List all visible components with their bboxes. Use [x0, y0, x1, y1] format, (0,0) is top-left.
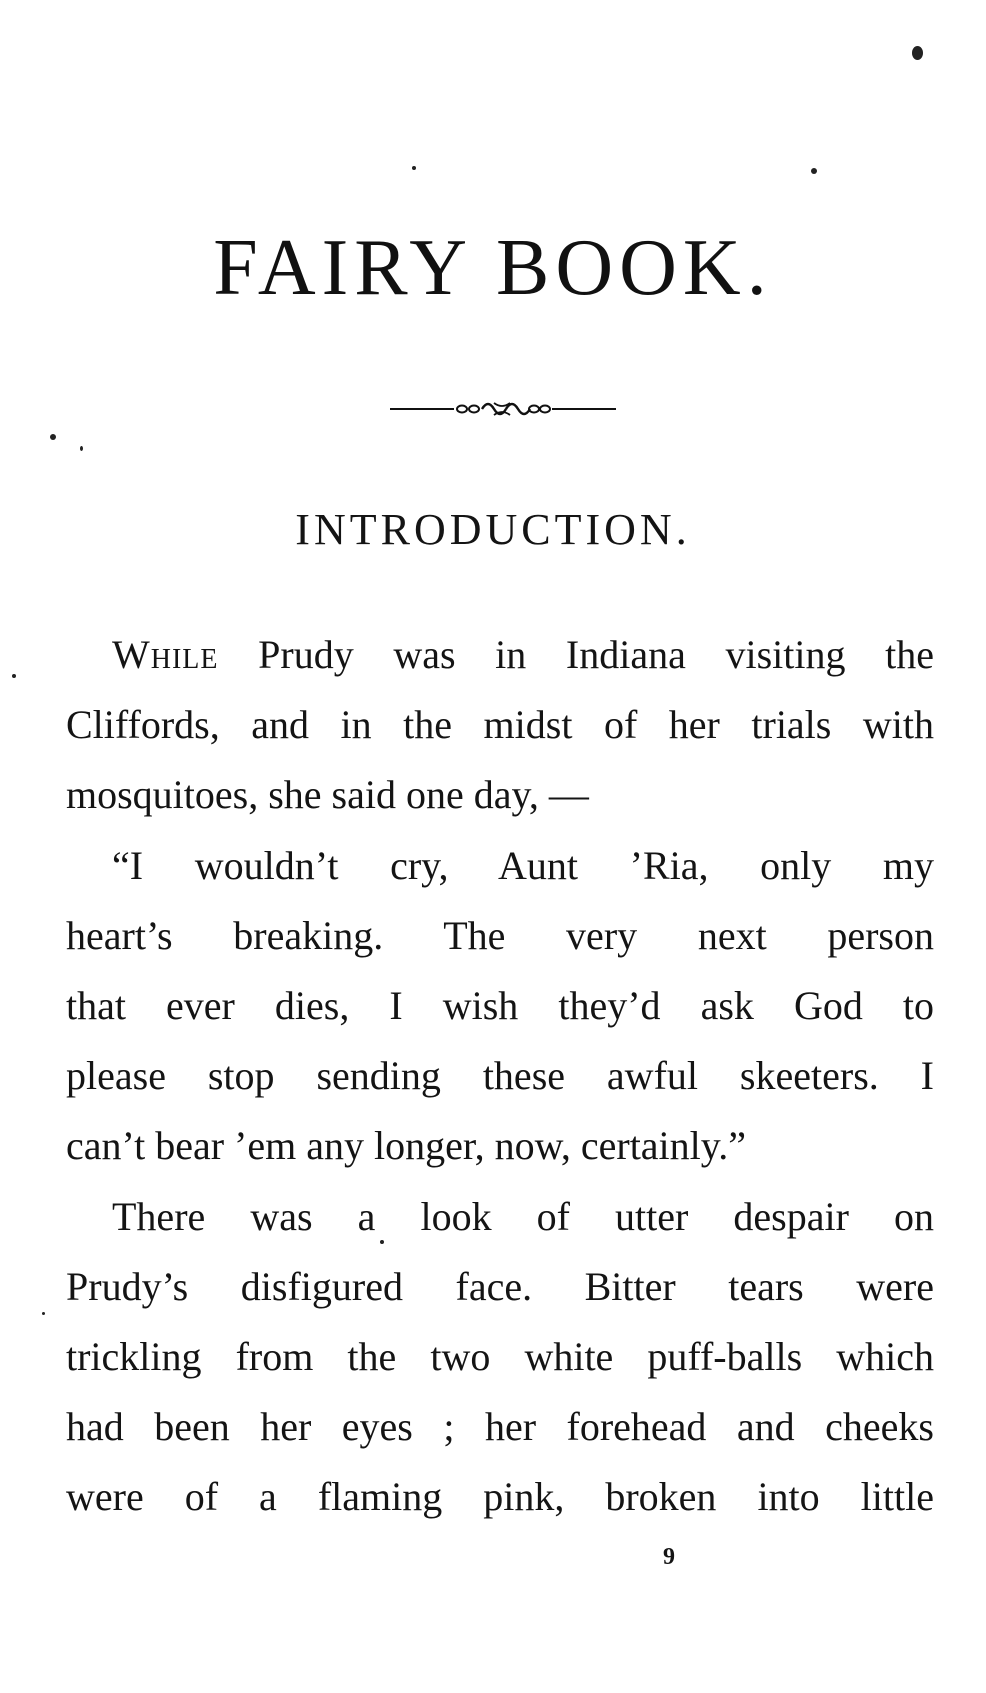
body-text: [66, 620, 934, 1533]
text-line: heart’s breaking. The very next person: [66, 912, 934, 958]
ink-speck: [80, 446, 83, 451]
text-line: please stop sending these awful skeeters. I: [66, 1053, 934, 1099]
text-line: had been her eyes ; her forehead and cheeks: [66, 1404, 934, 1450]
text-line: Cliffords, and in the midst of her trials with: [66, 702, 934, 748]
text-line: trickling from the two white puff-balls which: [66, 1334, 934, 1380]
ink-speck: [50, 434, 56, 440]
section-heading: INTRODUCTION.: [295, 505, 691, 554]
ink-speck: [811, 168, 817, 174]
text-line: Prudy’s disfigured face. Bitter tears were: [66, 1263, 934, 1309]
text-line: mosquitoes, she said one day, —: [66, 772, 589, 818]
text-line: “I wouldn’t cry, Aunt ’Ria, only my: [112, 842, 934, 888]
ink-speck: [380, 1240, 384, 1244]
lead-word: While: [112, 632, 219, 677]
page-title: FAIRY BOOK.: [213, 224, 773, 312]
ornament-divider: [390, 398, 616, 420]
ink-speck: [12, 674, 16, 678]
text-line: [66, 620, 934, 690]
page-number: 9: [663, 1544, 675, 1570]
text-line: that ever dies, I wish they’d ask God to: [66, 983, 934, 1029]
text-line-rest: Prudy was in Indiana visiting the: [218, 632, 934, 677]
ink-speck: [412, 166, 416, 170]
ink-speck: [42, 1312, 45, 1315]
ink-speck: [912, 46, 923, 60]
text-line: There was a look of utter despair on: [112, 1193, 934, 1239]
text-line: can’t bear ’em any longer, now, certainly.”: [66, 1123, 746, 1169]
text-line: were of a flaming pink, broken into little: [66, 1474, 934, 1520]
